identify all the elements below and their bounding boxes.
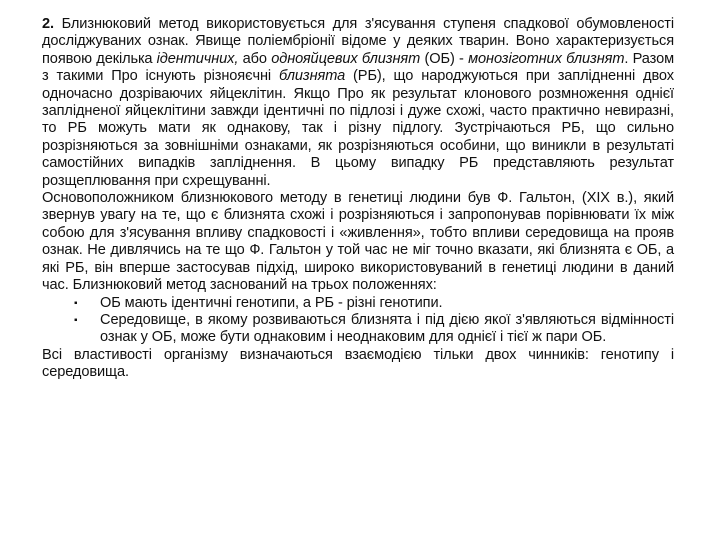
square-bullet-icon: ▪ — [74, 297, 78, 309]
item-number: 2. — [42, 16, 54, 32]
document-page — [42, 16, 674, 382]
list-item — [42, 312, 674, 347]
p1-text-5: (РБ), що народжуються при заплідненні двох одночасно дозріваючих яйцеклітин. Якщо Про як результат клонового розмноження однієї заплідненої яйцеклітини завжди ідентичні по підлозі і дуже схожі, часто практично невиразні, то РБ можуть мати як однакову, так і різну підлогу. Зустрічаються РБ, що сильно розрізняються за зовнішніми ознаками, як розрізняються особини, що виникли в результаті самостійних випадків запліднення. В цьому випадку РБ представляють результат розщеплювання при схрещуванні. — [42, 68, 674, 189]
term-twins: близнята — [278, 68, 346, 85]
term-identical: ідентичних, — [156, 50, 239, 67]
list-item-text: ОБ мають ідентичні генотипи, а РБ - різні генотипи. — [100, 294, 443, 311]
paragraph-3: Всі властивості організму визначаються взаємодією тільки двох чинників: генотипу і середовища. — [42, 346, 674, 381]
paragraph-2: Основоположником близнюкового методу в генетиці людини був Ф. Гальтон, (XIX в.), який звернув увагу на те, що є близнята схожі і розрізняються і запропонував порівнювати їх між собою для з'ясування впливу спадковості і «живлення», тобто впливи середовища на прояв ознак. Не дивлячись на те що Ф. Гальтон у той час не міг точно вказати, які близнята є ОБ, а які РБ, він вперше застосував підхід, широко використовуваний в генетиці людини в даний час. Близнюковий метод заснований на трьох положеннях: — [42, 190, 674, 294]
list-item-text: Середовище, в якому розвиваються близнята і під дією якої з'являються відмінності ознак у ОБ, може бути однаковим і неоднаковим для однієї і тієї ж пари ОБ. — [100, 311, 674, 346]
list-item — [42, 295, 674, 312]
term-monozygote: монозіготних близнят — [468, 50, 625, 67]
p1-text-1: Близнюковий метод використовується для з'ясування ступеня спадкової обумовленості досліджуваних ознак. Явище поліембріонії відоме у деяких тварин. Воно характеризується появою декількa — [42, 16, 674, 67]
positions-list — [42, 295, 674, 347]
term-monozygotic-twins: однояйцевих близнят — [271, 50, 421, 67]
p1-text-4: . Разом з такими Про існують різнояєчні — [42, 50, 675, 85]
p1-text-3: (ОБ) - — [420, 50, 469, 67]
p1-text-2: або — [238, 50, 272, 67]
square-bullet-icon: ▪ — [74, 314, 78, 326]
paragraph-1 — [42, 16, 674, 190]
